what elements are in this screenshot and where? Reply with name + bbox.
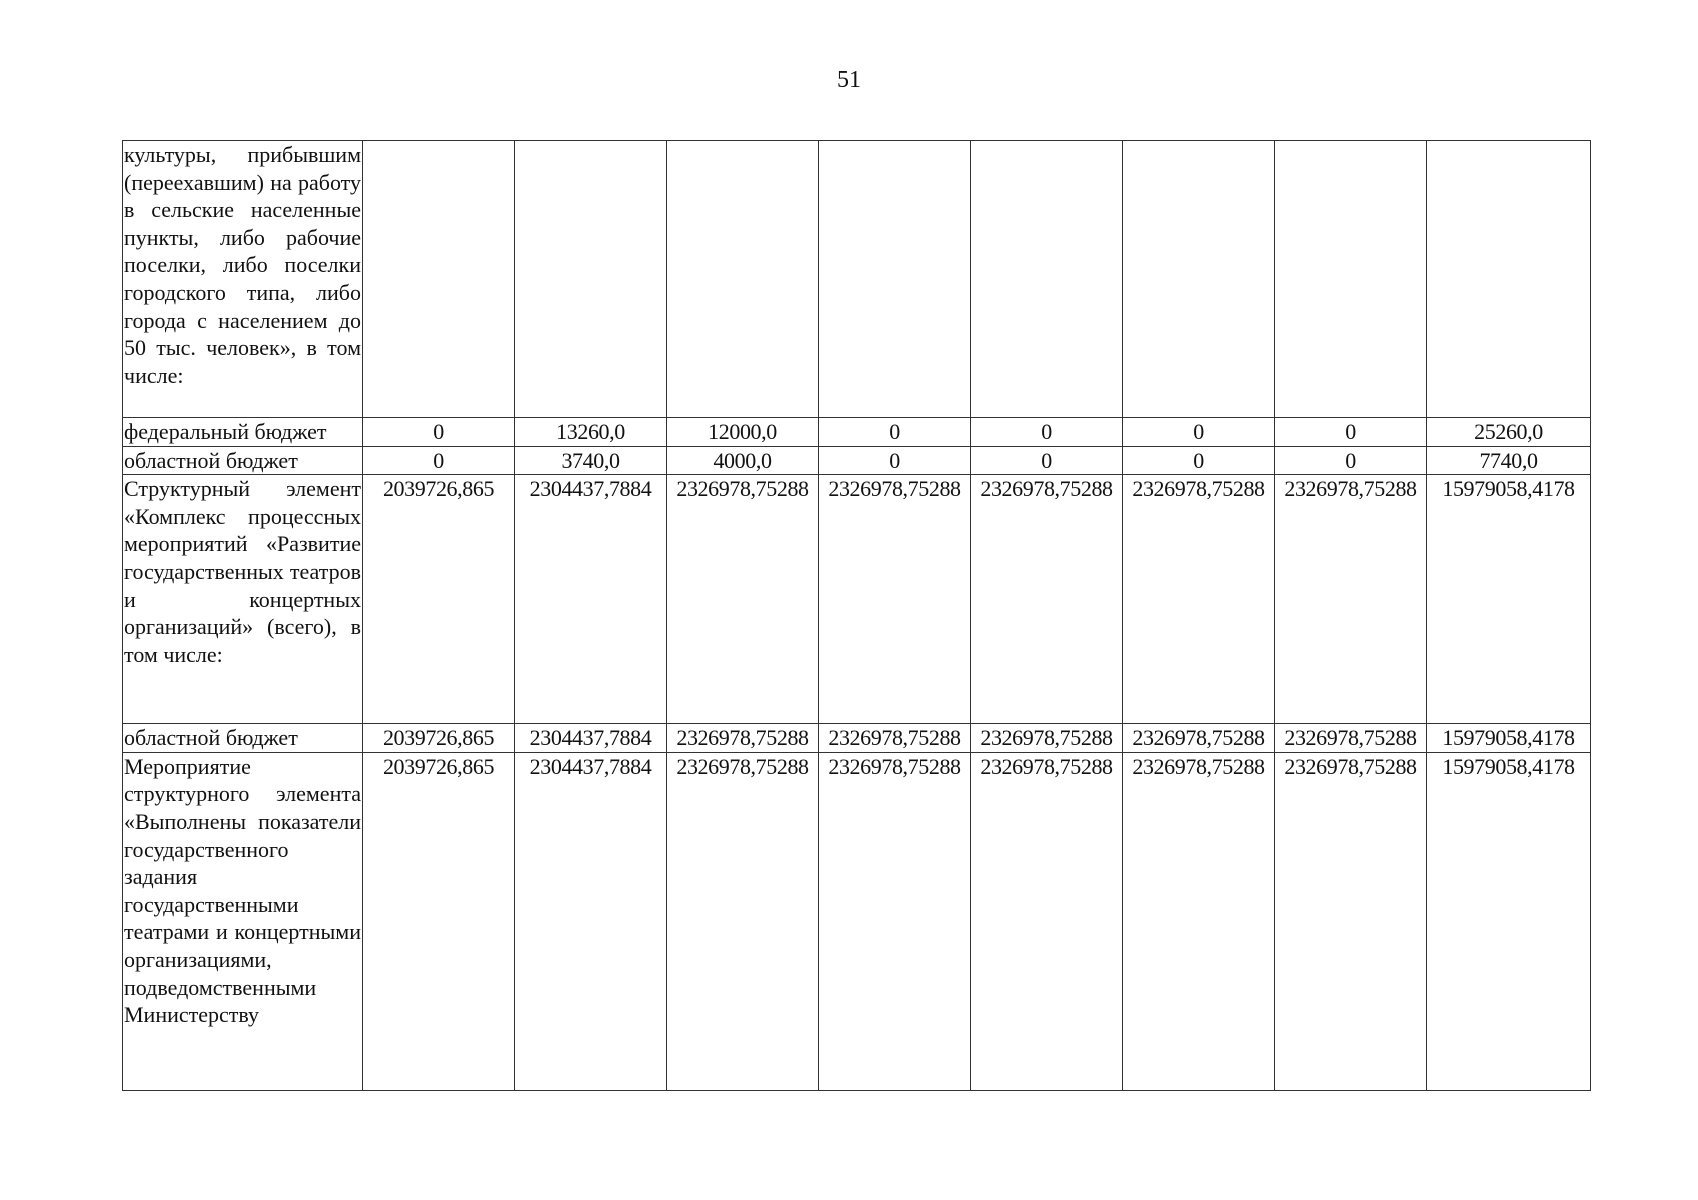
total-cell: 25260,0 bbox=[1427, 418, 1591, 447]
value-cell: 0 bbox=[971, 446, 1123, 475]
value-cell: 12000,0 bbox=[667, 418, 819, 447]
table-row bbox=[123, 475, 1591, 724]
value-cell: 2326978,75288 bbox=[1123, 475, 1275, 724]
table-row bbox=[123, 724, 1591, 753]
value-cell bbox=[515, 141, 667, 418]
value-cell bbox=[363, 141, 515, 418]
value-cell bbox=[1123, 141, 1275, 418]
value-cell: 2326978,75288 bbox=[1123, 752, 1275, 1090]
value-cell: 0 bbox=[363, 446, 515, 475]
value-cell: 2326978,75288 bbox=[1275, 752, 1427, 1090]
row-label: областной бюджет bbox=[123, 446, 363, 475]
total-cell bbox=[1427, 141, 1591, 418]
value-cell bbox=[819, 141, 971, 418]
total-cell: 15979058,4178 bbox=[1427, 752, 1591, 1090]
value-cell: 2326978,75288 bbox=[667, 475, 819, 724]
value-cell: 2326978,75288 bbox=[1123, 724, 1275, 753]
value-cell: 2326978,75288 bbox=[1275, 724, 1427, 753]
value-cell: 2039726,865 bbox=[363, 475, 515, 724]
value-cell: 2326978,75288 bbox=[667, 752, 819, 1090]
total-cell: 15979058,4178 bbox=[1427, 475, 1591, 724]
value-cell: 2326978,75288 bbox=[1275, 475, 1427, 724]
value-cell: 0 bbox=[971, 418, 1123, 447]
value-cell: 2304437,7884 bbox=[515, 724, 667, 753]
row-label: культуры, прибывшим (переехавшим) на работу в сельские населенные пункты, либо рабочие поселки, либо поселки городского типа, либо города с населением до 50 тыс. человек», в том числе: bbox=[123, 141, 363, 418]
value-cell: 2326978,75288 bbox=[971, 724, 1123, 753]
value-cell bbox=[1275, 141, 1427, 418]
value-cell: 2039726,865 bbox=[363, 752, 515, 1090]
row-label: федеральный бюджет bbox=[123, 418, 363, 447]
row-label: Мероприятие структурного элемента «Выполнены показатели государственного задания государственными театрами и концертными организациями, подведомственными Министерству bbox=[123, 752, 363, 1090]
row-label: областной бюджет bbox=[123, 724, 363, 753]
value-cell: 2326978,75288 bbox=[819, 752, 971, 1090]
value-cell: 0 bbox=[1123, 418, 1275, 447]
table-row bbox=[123, 446, 1591, 475]
page-number: 51 bbox=[837, 67, 861, 93]
value-cell: 3740,0 bbox=[515, 446, 667, 475]
total-cell: 7740,0 bbox=[1427, 446, 1591, 475]
value-cell: 0 bbox=[363, 418, 515, 447]
value-cell: 2326978,75288 bbox=[971, 475, 1123, 724]
value-cell: 0 bbox=[819, 418, 971, 447]
table-row bbox=[123, 141, 1591, 418]
value-cell: 13260,0 bbox=[515, 418, 667, 447]
value-cell: 0 bbox=[1275, 446, 1427, 475]
table-row bbox=[123, 752, 1591, 1090]
value-cell: 0 bbox=[1123, 446, 1275, 475]
budget-table bbox=[122, 140, 1591, 1091]
value-cell: 0 bbox=[819, 446, 971, 475]
total-cell: 15979058,4178 bbox=[1427, 724, 1591, 753]
row-label: Структурный элемент «Комплекс процессных мероприятий «Развитие государственных театров и концертных организаций» (всего), в том числе: bbox=[123, 475, 363, 724]
value-cell: 2039726,865 bbox=[363, 724, 515, 753]
value-cell: 2326978,75288 bbox=[819, 724, 971, 753]
value-cell: 2304437,7884 bbox=[515, 475, 667, 724]
value-cell: 4000,0 bbox=[667, 446, 819, 475]
value-cell bbox=[971, 141, 1123, 418]
value-cell: 2326978,75288 bbox=[971, 752, 1123, 1090]
value-cell: 2326978,75288 bbox=[667, 724, 819, 753]
value-cell: 0 bbox=[1275, 418, 1427, 447]
value-cell bbox=[667, 141, 819, 418]
table-row bbox=[123, 418, 1591, 447]
value-cell: 2326978,75288 bbox=[819, 475, 971, 724]
value-cell: 2304437,7884 bbox=[515, 752, 667, 1090]
